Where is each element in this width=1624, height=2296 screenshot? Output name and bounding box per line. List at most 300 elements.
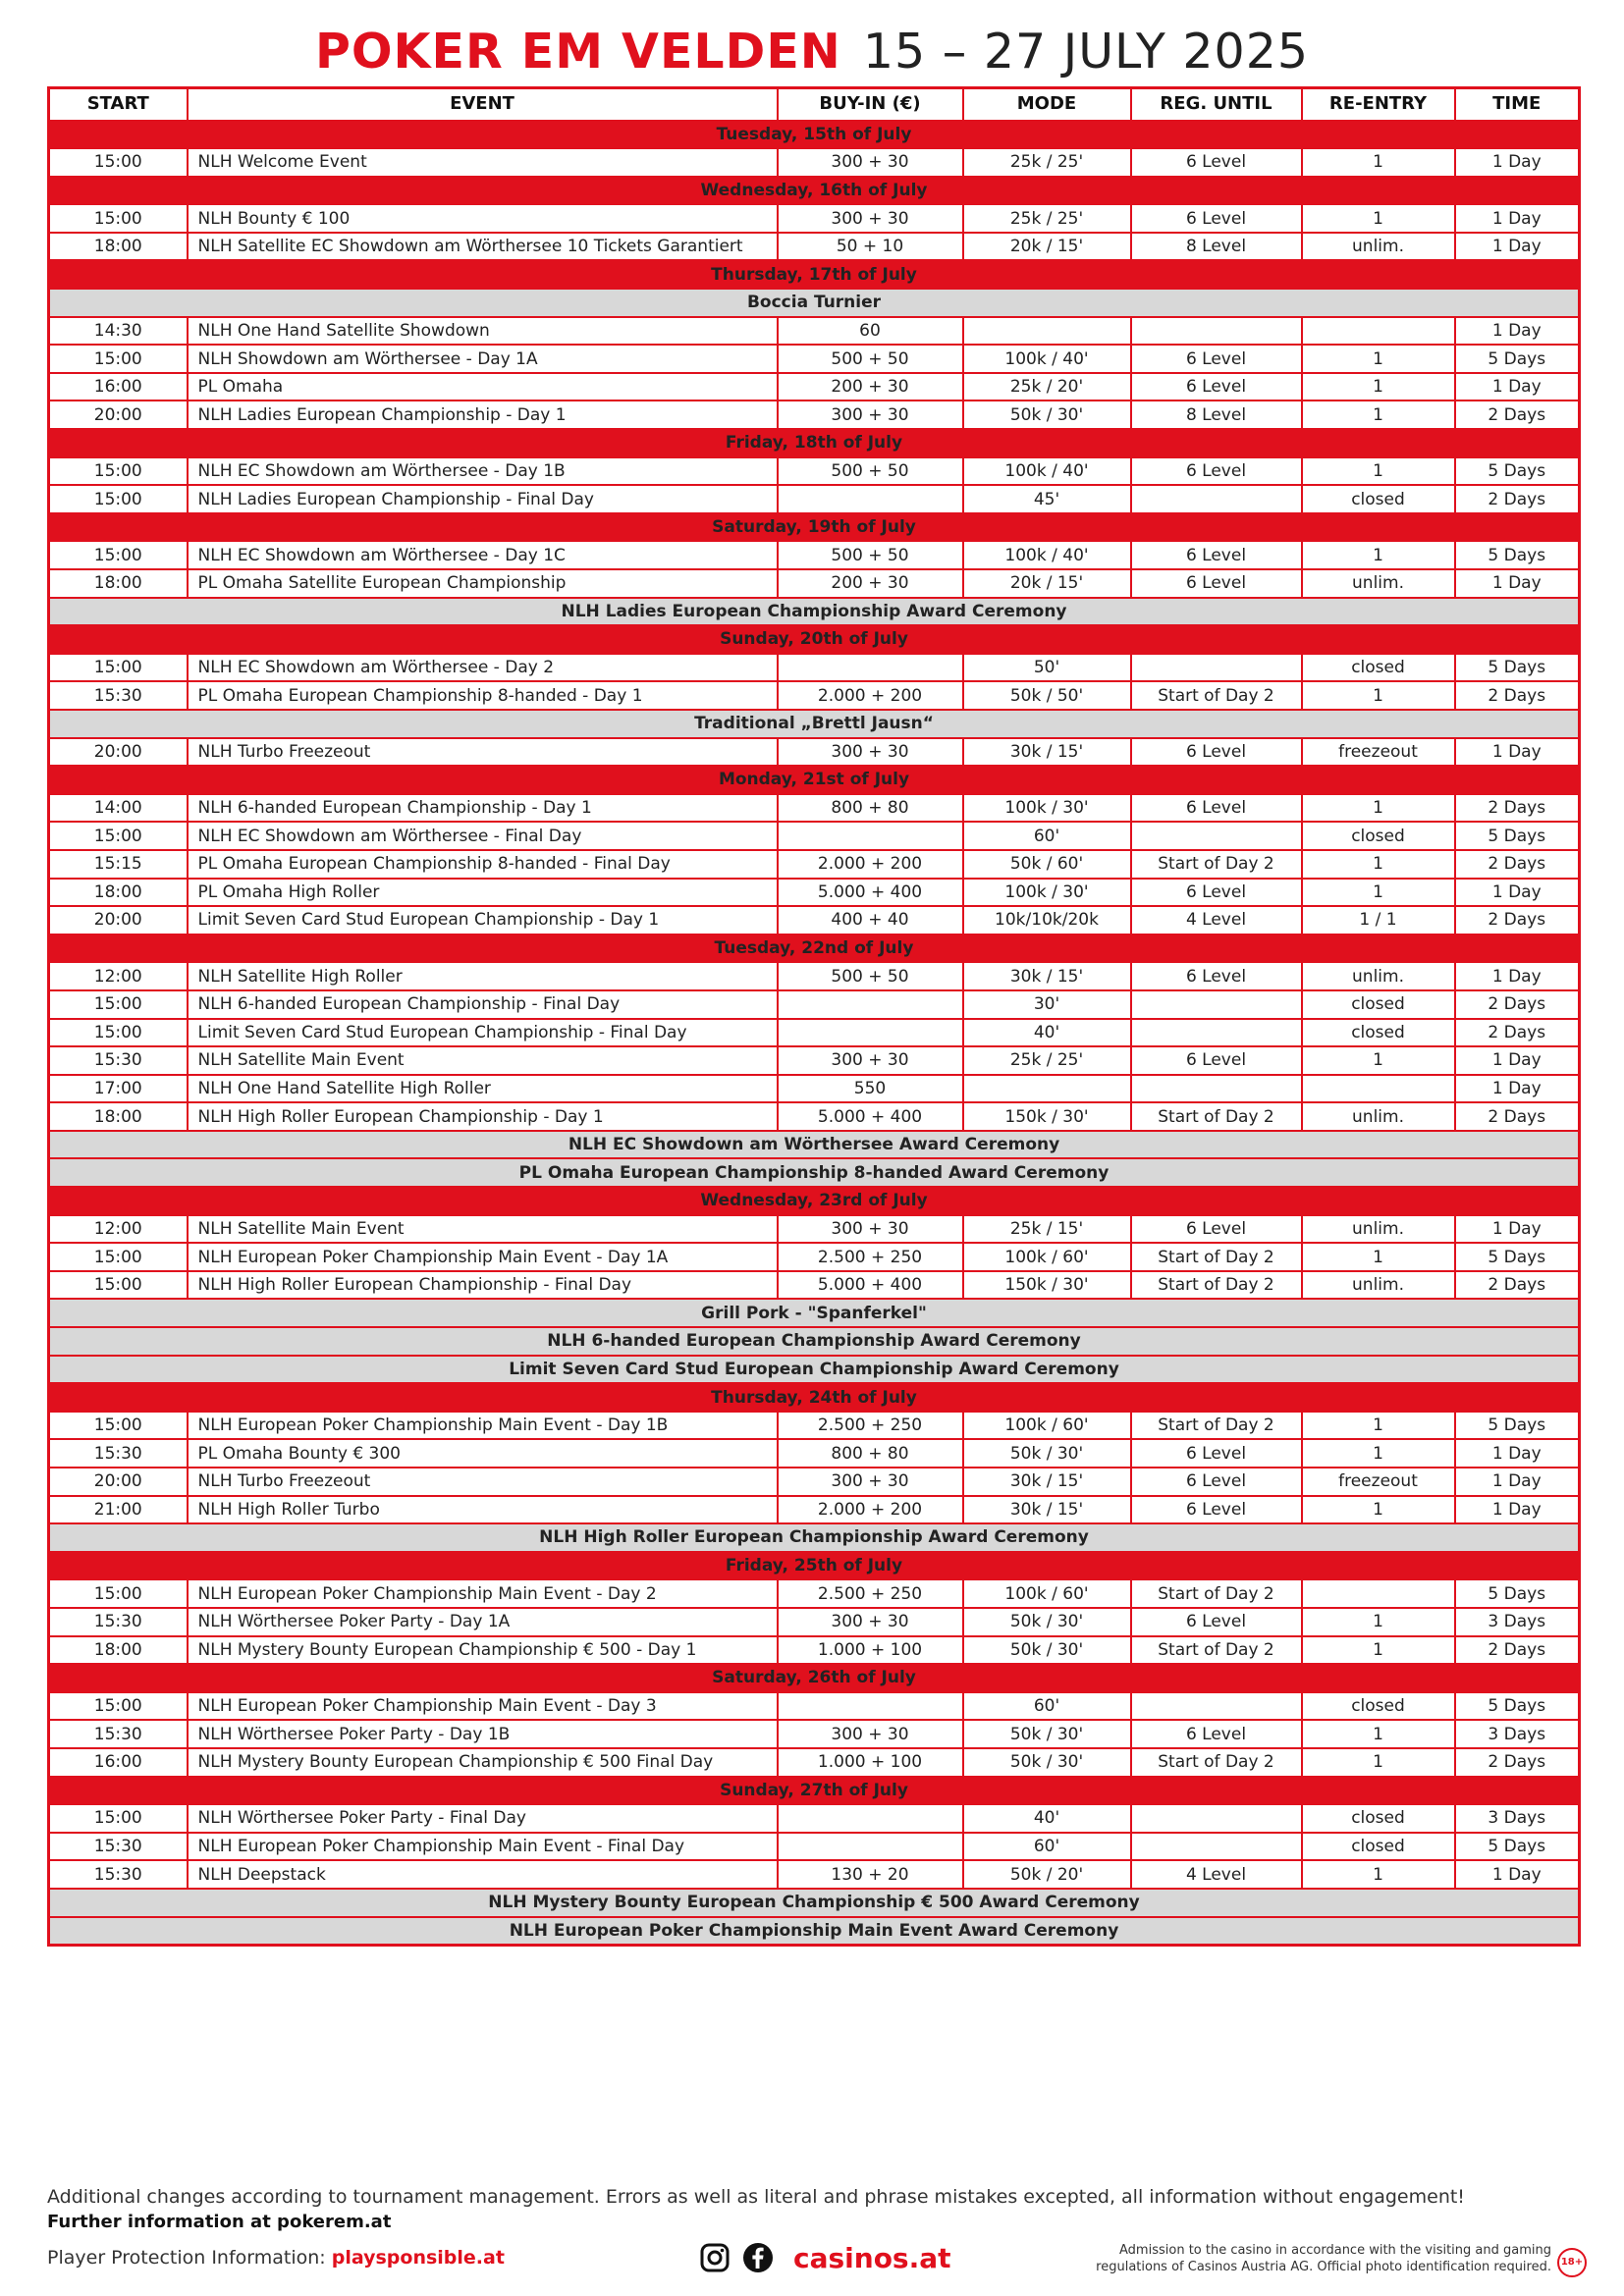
cell-time: 2 Days xyxy=(1455,1271,1580,1300)
cell-time: 5 Days xyxy=(1455,345,1580,373)
cell-event: NLH 6-handed European Championship - Final Day xyxy=(188,990,778,1019)
cell-start: 15:30 xyxy=(49,1720,188,1748)
cell-reg-until: 6 Level xyxy=(1131,794,1302,823)
social-links xyxy=(699,2238,951,2277)
cell-event: NLH Satellite EC Showdown am Wörthersee 10 Tickets Garantiert xyxy=(188,233,778,261)
special-event-row xyxy=(49,1158,1580,1187)
day-label: Saturday, 26th of July xyxy=(49,1664,1580,1692)
special-event-label: Traditional „Brettl Jausn“ xyxy=(49,710,1580,738)
cell-reg-until: 6 Level xyxy=(1131,204,1302,233)
cell-mode: 150k / 30' xyxy=(963,1102,1131,1131)
day-label: Wednesday, 23rd of July xyxy=(49,1187,1580,1215)
event-row xyxy=(49,400,1580,429)
cell-buyin xyxy=(778,1692,963,1721)
cell-reg-until: 8 Level xyxy=(1131,400,1302,429)
cell-buyin: 2.500 + 250 xyxy=(778,1579,963,1608)
cell-time: 2 Days xyxy=(1455,906,1580,934)
cell-start: 20:00 xyxy=(49,400,188,429)
event-row xyxy=(49,569,1580,598)
day-header-row xyxy=(49,1664,1580,1692)
cell-reg-until: Start of Day 2 xyxy=(1131,850,1302,879)
cell-time: 1 Day xyxy=(1455,1439,1580,1468)
cell-start: 15:00 xyxy=(49,541,188,569)
cell-mode: 50k / 50' xyxy=(963,681,1131,710)
cell-event: PL Omaha European Championship 8-handed - Final Day xyxy=(188,850,778,879)
cell-reg-until: Start of Day 2 xyxy=(1131,1412,1302,1440)
cell-start: 18:00 xyxy=(49,1102,188,1131)
cell-mode: 100k / 30' xyxy=(963,879,1131,907)
col-reentry-header: RE-ENTRY xyxy=(1302,88,1455,121)
cell-mode: 50k / 20' xyxy=(963,1860,1131,1889)
cell-mode: 30k / 15' xyxy=(963,1468,1131,1496)
special-event-label: NLH European Poker Championship Main Event Award Ceremony xyxy=(49,1917,1580,1946)
cell-time: 2 Days xyxy=(1455,400,1580,429)
cell-start: 15:00 xyxy=(49,1412,188,1440)
cell-time: 5 Days xyxy=(1455,1243,1580,1271)
event-row xyxy=(49,879,1580,907)
cell-start: 14:30 xyxy=(49,317,188,346)
cell-buyin: 500 + 50 xyxy=(778,457,963,486)
cell-reentry: closed xyxy=(1302,822,1455,850)
cell-buyin: 300 + 30 xyxy=(778,400,963,429)
cell-reentry: freezeout xyxy=(1302,1468,1455,1496)
special-event-label: Limit Seven Card Stud European Championship Award Ceremony xyxy=(49,1356,1580,1384)
cell-mode: 50k / 30' xyxy=(963,1439,1131,1468)
cell-mode: 30' xyxy=(963,990,1131,1019)
cell-start: 18:00 xyxy=(49,1636,188,1665)
special-event-label: Grill Pork - "Spanferkel" xyxy=(49,1299,1580,1327)
cell-buyin: 800 + 80 xyxy=(778,1439,963,1468)
cell-start: 15:30 xyxy=(49,1833,188,1861)
cell-start: 15:30 xyxy=(49,1046,188,1075)
cell-event: NLH Mystery Bounty European Championship € 500 Final Day xyxy=(188,1748,778,1777)
cell-buyin: 5.000 + 400 xyxy=(778,879,963,907)
cell-reg-until: Start of Day 2 xyxy=(1131,1748,1302,1777)
cell-reentry: 1 xyxy=(1302,879,1455,907)
cell-reg-until: Start of Day 2 xyxy=(1131,1243,1302,1271)
cell-reentry: 1 xyxy=(1302,345,1455,373)
special-event-row xyxy=(49,598,1580,626)
event-row xyxy=(49,1243,1580,1271)
cell-reentry: unlim. xyxy=(1302,1271,1455,1300)
col-time-header: TIME xyxy=(1455,88,1580,121)
day-header-row xyxy=(49,1187,1580,1215)
col-start-header: START xyxy=(49,88,188,121)
col-event-header: EVENT xyxy=(188,88,778,121)
admission-line-1: Admission to the casino in accordance with the visiting and gaming xyxy=(1119,2243,1551,2258)
cell-buyin: 130 + 20 xyxy=(778,1860,963,1889)
cell-time: 5 Days xyxy=(1455,1692,1580,1721)
day-label: Wednesday, 16th of July xyxy=(49,177,1580,205)
cell-reentry: unlim. xyxy=(1302,1215,1455,1244)
cell-start: 15:30 xyxy=(49,1860,188,1889)
event-row xyxy=(49,1636,1580,1665)
cell-event: NLH EC Showdown am Wörthersee - Day 1B xyxy=(188,457,778,486)
event-row xyxy=(49,148,1580,177)
cell-reg-until xyxy=(1131,654,1302,682)
cell-event: NLH EC Showdown am Wörthersee - Day 1C xyxy=(188,541,778,569)
cell-buyin: 500 + 50 xyxy=(778,541,963,569)
cell-mode: 20k / 15' xyxy=(963,233,1131,261)
special-event-label: NLH EC Showdown am Wörthersee Award Ceremony xyxy=(49,1131,1580,1159)
cell-reg-until: 6 Level xyxy=(1131,373,1302,401)
special-event-label: PL Omaha European Championship 8-handed Award Ceremony xyxy=(49,1158,1580,1187)
cell-mode: 100k / 60' xyxy=(963,1243,1131,1271)
cell-event: NLH Satellite Main Event xyxy=(188,1046,778,1075)
cell-reentry: 1 xyxy=(1302,1412,1455,1440)
special-event-row xyxy=(49,1131,1580,1159)
event-row xyxy=(49,1215,1580,1244)
cell-start: 15:00 xyxy=(49,204,188,233)
cell-reg-until: 6 Level xyxy=(1131,541,1302,569)
cell-mode: 45' xyxy=(963,485,1131,513)
special-event-row xyxy=(49,1327,1580,1356)
cell-reentry: 1 / 1 xyxy=(1302,906,1455,934)
cell-event: NLH One Hand Satellite High Roller xyxy=(188,1075,778,1103)
cell-reentry: 1 xyxy=(1302,1720,1455,1748)
cell-time: 1 Day xyxy=(1455,373,1580,401)
event-row xyxy=(49,1271,1580,1300)
cell-reg-until xyxy=(1131,990,1302,1019)
event-row xyxy=(49,1468,1580,1496)
cell-mode: 25k / 25' xyxy=(963,148,1131,177)
cell-buyin: 300 + 30 xyxy=(778,204,963,233)
cell-reg-until xyxy=(1131,1019,1302,1047)
cell-reentry: 1 xyxy=(1302,1860,1455,1889)
cell-time: 1 Day xyxy=(1455,1075,1580,1103)
cell-event: NLH Turbo Freezeout xyxy=(188,738,778,767)
cell-time: 2 Days xyxy=(1455,1102,1580,1131)
cell-reentry: closed xyxy=(1302,1692,1455,1721)
event-row xyxy=(49,654,1580,682)
day-label: Monday, 21st of July xyxy=(49,766,1580,794)
event-row xyxy=(49,1102,1580,1131)
footer xyxy=(47,2185,1579,2234)
event-row xyxy=(49,1692,1580,1721)
cell-reentry: closed xyxy=(1302,654,1455,682)
cell-time: 2 Days xyxy=(1455,990,1580,1019)
cell-time: 1 Day xyxy=(1455,879,1580,907)
cell-event: NLH Welcome Event xyxy=(188,148,778,177)
cell-reentry xyxy=(1302,317,1455,346)
cell-reg-until: 6 Level xyxy=(1131,1439,1302,1468)
cell-reentry: 1 xyxy=(1302,1046,1455,1075)
col-reg-until-header: REG. UNTIL xyxy=(1131,88,1302,121)
cell-event: PL Omaha Satellite European Championship xyxy=(188,569,778,598)
event-row xyxy=(49,1833,1580,1861)
cell-time: 5 Days xyxy=(1455,541,1580,569)
day-header-row xyxy=(49,934,1580,963)
cell-start: 15:00 xyxy=(49,345,188,373)
event-row xyxy=(49,345,1580,373)
header-row xyxy=(49,88,1580,121)
cell-time: 2 Days xyxy=(1455,794,1580,823)
cell-mode: 30k / 15' xyxy=(963,962,1131,990)
cell-reentry: unlim. xyxy=(1302,569,1455,598)
special-event-row xyxy=(49,1299,1580,1327)
day-header-row xyxy=(49,1383,1580,1412)
cell-event: NLH European Poker Championship Main Event - Day 2 xyxy=(188,1579,778,1608)
cell-reg-until: 6 Level xyxy=(1131,1608,1302,1636)
day-header-row xyxy=(49,177,1580,205)
cell-reg-until: 6 Level xyxy=(1131,148,1302,177)
cell-event: PL Omaha European Championship 8-handed - Day 1 xyxy=(188,681,778,710)
cell-buyin xyxy=(778,1833,963,1861)
cell-event: PL Omaha Bounty € 300 xyxy=(188,1439,778,1468)
cell-reentry: closed xyxy=(1302,1804,1455,1833)
special-event-row xyxy=(49,710,1580,738)
cell-reentry: 1 xyxy=(1302,457,1455,486)
cell-reentry: 1 xyxy=(1302,373,1455,401)
cell-buyin: 300 + 30 xyxy=(778,738,963,767)
cell-reg-until: 4 Level xyxy=(1131,1860,1302,1889)
cell-buyin: 2.500 + 250 xyxy=(778,1412,963,1440)
cell-reentry: 1 xyxy=(1302,541,1455,569)
cell-time: 2 Days xyxy=(1455,1748,1580,1777)
admission-line-2: regulations of Casinos Austria AG. Official photo identification required. xyxy=(1096,2260,1551,2274)
cell-event: NLH Satellite Main Event xyxy=(188,1215,778,1244)
cell-reentry: closed xyxy=(1302,990,1455,1019)
day-label: Thursday, 17th of July xyxy=(49,260,1580,289)
cell-time: 1 Day xyxy=(1455,1215,1580,1244)
event-row xyxy=(49,317,1580,346)
event-row xyxy=(49,1496,1580,1524)
cell-reg-until: 6 Level xyxy=(1131,1046,1302,1075)
cell-start: 17:00 xyxy=(49,1075,188,1103)
cell-mode: 100k / 30' xyxy=(963,794,1131,823)
age-badge: 18+ xyxy=(1557,2248,1587,2277)
cell-buyin: 300 + 30 xyxy=(778,1608,963,1636)
cell-reentry: 1 xyxy=(1302,681,1455,710)
cell-start: 15:15 xyxy=(49,850,188,879)
cell-event: NLH One Hand Satellite Showdown xyxy=(188,317,778,346)
cell-buyin: 2.000 + 200 xyxy=(778,850,963,879)
cell-time: 5 Days xyxy=(1455,654,1580,682)
day-header-row xyxy=(49,121,1580,149)
cell-start: 21:00 xyxy=(49,1496,188,1524)
cell-reentry: 1 xyxy=(1302,850,1455,879)
cell-start: 18:00 xyxy=(49,233,188,261)
cell-time: 3 Days xyxy=(1455,1804,1580,1833)
cell-buyin: 200 + 30 xyxy=(778,373,963,401)
event-row xyxy=(49,373,1580,401)
event-row xyxy=(49,541,1580,569)
cell-buyin: 50 + 10 xyxy=(778,233,963,261)
cell-mode: 100k / 60' xyxy=(963,1412,1131,1440)
event-row xyxy=(49,1579,1580,1608)
col-buyin-header: BUY-IN (€) xyxy=(778,88,963,121)
day-label: Tuesday, 15th of July xyxy=(49,121,1580,149)
cell-reg-until xyxy=(1131,1804,1302,1833)
cell-reg-until: 6 Level xyxy=(1131,738,1302,767)
facebook-icon[interactable] xyxy=(742,2242,774,2273)
cell-mode: 60' xyxy=(963,1833,1131,1861)
instagram-icon[interactable] xyxy=(699,2242,731,2273)
cell-reg-until: 6 Level xyxy=(1131,345,1302,373)
cell-event: NLH Wörthersee Poker Party - Day 1A xyxy=(188,1608,778,1636)
cell-time: 2 Days xyxy=(1455,850,1580,879)
cell-start: 20:00 xyxy=(49,1468,188,1496)
cell-time: 1 Day xyxy=(1455,148,1580,177)
cell-time: 5 Days xyxy=(1455,1412,1580,1440)
cell-buyin xyxy=(778,822,963,850)
cell-reentry: 1 xyxy=(1302,1439,1455,1468)
cell-reg-until xyxy=(1131,485,1302,513)
brand-link[interactable]: casinos.at xyxy=(793,2241,951,2274)
cell-start: 20:00 xyxy=(49,906,188,934)
cell-mode: 25k / 25' xyxy=(963,1046,1131,1075)
cell-reentry: closed xyxy=(1302,485,1455,513)
event-row xyxy=(49,962,1580,990)
event-row xyxy=(49,681,1580,710)
cell-buyin xyxy=(778,485,963,513)
event-row xyxy=(49,1019,1580,1047)
cell-event: PL Omaha High Roller xyxy=(188,879,778,907)
cell-event: Limit Seven Card Stud European Championship - Final Day xyxy=(188,1019,778,1047)
cell-time: 1 Day xyxy=(1455,233,1580,261)
cell-reentry: freezeout xyxy=(1302,738,1455,767)
cell-reentry xyxy=(1302,1579,1455,1608)
cell-reg-until: 6 Level xyxy=(1131,1468,1302,1496)
cell-reentry: 1 xyxy=(1302,1748,1455,1777)
cell-reg-until: Start of Day 2 xyxy=(1131,681,1302,710)
event-row xyxy=(49,990,1580,1019)
protection-link[interactable]: playsponsible.at xyxy=(331,2247,505,2269)
cell-reentry: 1 xyxy=(1302,794,1455,823)
cell-mode: 30k / 15' xyxy=(963,1496,1131,1524)
special-event-label: NLH 6-handed European Championship Award Ceremony xyxy=(49,1327,1580,1356)
cell-event: NLH High Roller European Championship - Day 1 xyxy=(188,1102,778,1131)
cell-reg-until xyxy=(1131,317,1302,346)
cell-mode: 50k / 30' xyxy=(963,1720,1131,1748)
event-row xyxy=(49,738,1580,767)
cell-buyin: 300 + 30 xyxy=(778,1215,963,1244)
cell-buyin: 300 + 30 xyxy=(778,1046,963,1075)
cell-reentry: unlim. xyxy=(1302,962,1455,990)
cell-time: 3 Days xyxy=(1455,1720,1580,1748)
cell-mode: 100k / 40' xyxy=(963,541,1131,569)
cell-event: NLH EC Showdown am Wörthersee - Final Day xyxy=(188,822,778,850)
cell-event: PL Omaha xyxy=(188,373,778,401)
cell-buyin xyxy=(778,1804,963,1833)
cell-start: 15:00 xyxy=(49,1692,188,1721)
day-label: Thursday, 24th of July xyxy=(49,1383,1580,1412)
cell-reg-until xyxy=(1131,1833,1302,1861)
cell-start: 15:00 xyxy=(49,1579,188,1608)
cell-start: 15:00 xyxy=(49,485,188,513)
cell-start: 15:00 xyxy=(49,654,188,682)
cell-buyin: 5.000 + 400 xyxy=(778,1271,963,1300)
cell-reg-until xyxy=(1131,1692,1302,1721)
day-label: Sunday, 20th of July xyxy=(49,625,1580,654)
cell-buyin: 550 xyxy=(778,1075,963,1103)
cell-time: 1 Day xyxy=(1455,738,1580,767)
protection-label: Player Protection Information: xyxy=(47,2247,332,2269)
cell-event: NLH European Poker Championship Main Event - Day 1B xyxy=(188,1412,778,1440)
cell-reg-until: 6 Level xyxy=(1131,962,1302,990)
event-row xyxy=(49,906,1580,934)
event-row xyxy=(49,1804,1580,1833)
cell-start: 20:00 xyxy=(49,738,188,767)
cell-reentry: closed xyxy=(1302,1833,1455,1861)
cell-buyin: 2.000 + 200 xyxy=(778,681,963,710)
cell-mode: 100k / 60' xyxy=(963,1579,1131,1608)
cell-buyin: 500 + 50 xyxy=(778,345,963,373)
cell-reentry: 1 xyxy=(1302,1608,1455,1636)
day-label: Tuesday, 22nd of July xyxy=(49,934,1580,963)
cell-mode xyxy=(963,317,1131,346)
cell-start: 15:00 xyxy=(49,457,188,486)
cell-reg-until: Start of Day 2 xyxy=(1131,1579,1302,1608)
special-event-label: NLH Mystery Bounty European Championship € 500 Award Ceremony xyxy=(49,1889,1580,1917)
cell-event: NLH Deepstack xyxy=(188,1860,778,1889)
day-header-row xyxy=(49,260,1580,289)
cell-start: 18:00 xyxy=(49,879,188,907)
cell-start: 15:00 xyxy=(49,1804,188,1833)
cell-start: 15:30 xyxy=(49,681,188,710)
cell-time: 1 Day xyxy=(1455,962,1580,990)
cell-reg-until: Start of Day 2 xyxy=(1131,1102,1302,1131)
day-header-row xyxy=(49,1777,1580,1805)
special-event-row xyxy=(49,1523,1580,1552)
cell-time: 2 Days xyxy=(1455,485,1580,513)
cell-start: 15:00 xyxy=(49,1019,188,1047)
cell-mode: 50k / 60' xyxy=(963,850,1131,879)
event-row xyxy=(49,1412,1580,1440)
cell-reg-until: 6 Level xyxy=(1131,1215,1302,1244)
event-row xyxy=(49,204,1580,233)
cell-buyin: 2.000 + 200 xyxy=(778,1496,963,1524)
cell-reg-until xyxy=(1131,822,1302,850)
cell-time: 1 Day xyxy=(1455,317,1580,346)
event-row xyxy=(49,822,1580,850)
cell-event: NLH Turbo Freezeout xyxy=(188,1468,778,1496)
event-row xyxy=(49,485,1580,513)
cell-buyin: 300 + 30 xyxy=(778,1468,963,1496)
day-header-row xyxy=(49,625,1580,654)
cell-event: NLH Ladies European Championship - Final Day xyxy=(188,485,778,513)
cell-buyin: 800 + 80 xyxy=(778,794,963,823)
cell-reentry: closed xyxy=(1302,1019,1455,1047)
cell-buyin xyxy=(778,654,963,682)
cell-reg-until: 6 Level xyxy=(1131,1496,1302,1524)
cell-reg-until: 8 Level xyxy=(1131,233,1302,261)
cell-mode: 50k / 30' xyxy=(963,400,1131,429)
cell-mode: 25k / 25' xyxy=(963,204,1131,233)
cell-mode: 50k / 30' xyxy=(963,1608,1131,1636)
cell-start: 16:00 xyxy=(49,1748,188,1777)
special-event-row xyxy=(49,1889,1580,1917)
event-row xyxy=(49,1608,1580,1636)
cell-event: NLH Ladies European Championship - Day 1 xyxy=(188,400,778,429)
cell-mode: 20k / 15' xyxy=(963,569,1131,598)
cell-time: 5 Days xyxy=(1455,457,1580,486)
cell-mode: 100k / 40' xyxy=(963,345,1131,373)
cell-reentry: 1 xyxy=(1302,148,1455,177)
cell-buyin: 200 + 30 xyxy=(778,569,963,598)
cell-time: 3 Days xyxy=(1455,1608,1580,1636)
event-row xyxy=(49,1046,1580,1075)
day-header-row xyxy=(49,429,1580,457)
cell-time: 1 Day xyxy=(1455,1860,1580,1889)
cell-mode: 60' xyxy=(963,822,1131,850)
cell-event: NLH Mystery Bounty European Championship € 500 - Day 1 xyxy=(188,1636,778,1665)
day-label: Sunday, 27th of July xyxy=(49,1777,1580,1805)
cell-event: NLH Wörthersee Poker Party - Final Day xyxy=(188,1804,778,1833)
cell-event: NLH European Poker Championship Main Event - Final Day xyxy=(188,1833,778,1861)
cell-event: NLH European Poker Championship Main Event - Day 3 xyxy=(188,1692,778,1721)
cell-event: NLH High Roller European Championship - Final Day xyxy=(188,1271,778,1300)
